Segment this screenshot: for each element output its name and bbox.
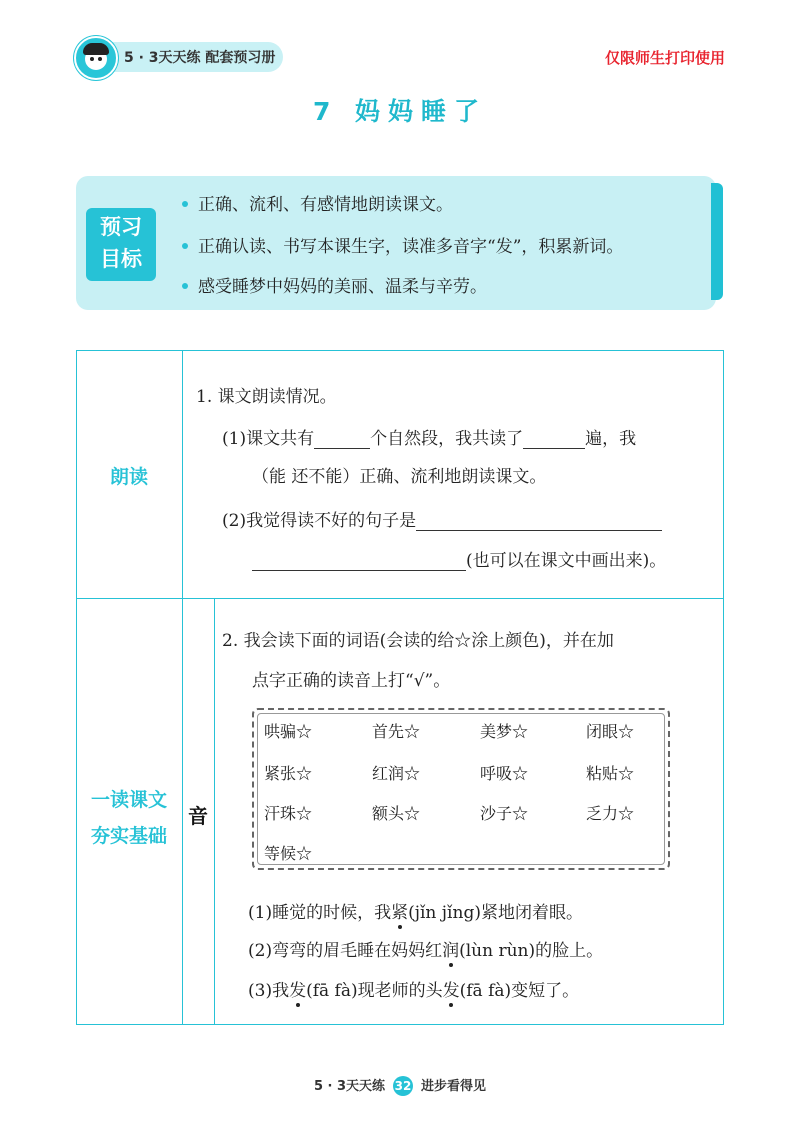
mascot-avatar-icon (74, 36, 118, 80)
goal-item: 正确认读、书写本课生字，读准多音字“发”，积累新词。 (182, 232, 623, 257)
goals-label (86, 208, 156, 281)
q1-part2-line: (2)我觉得读不好的句子是 (222, 506, 662, 531)
footer-slogan: 进步看得见 (421, 1079, 487, 1094)
q1-part2-line2: (也可以在课文中画出来)。 (252, 546, 666, 571)
pinyin-sentence-1: (1)睡觉的时候，我紧(jǐn jǐng)紧地闭着眼。 (248, 903, 583, 923)
q1-part1-line: (1)课文共有 个自然段，我共读了 遍，我 (222, 429, 637, 449)
goals-label-line2: 目标 (100, 247, 142, 271)
bullet-icon (182, 283, 188, 289)
word-item[interactable]: 粘贴☆ (586, 764, 635, 783)
goals-label-line1: 预习 (100, 215, 142, 239)
hard-sentence-blank-2[interactable] (252, 552, 466, 571)
q1-heading: 1. 课文朗读情况。 (196, 387, 337, 407)
q2-heading-line1: 2. 我会读下面的词语(会读的给☆涂上颜色)，并在加 (222, 631, 614, 651)
word-item[interactable]: 沙子☆ (480, 804, 529, 823)
footer-series: 5 · 3天天练 (313, 1079, 386, 1094)
word-item[interactable]: 等候☆ (264, 844, 313, 863)
goals-accent-bar (711, 183, 723, 300)
bullet-icon (182, 201, 188, 207)
word-item[interactable]: 红润☆ (372, 764, 421, 783)
word-item[interactable]: 乏力☆ (586, 804, 635, 823)
word-item[interactable]: 呼吸☆ (480, 764, 529, 783)
goal-item: 正确、流利、有感情地朗读课文。 (182, 190, 453, 215)
read-count-blank[interactable] (523, 430, 585, 449)
word-item[interactable]: 哄骗☆ (264, 722, 313, 741)
word-item[interactable]: 汗珠☆ (264, 804, 313, 823)
hard-sentence-blank[interactable] (416, 512, 662, 531)
word-item[interactable]: 紧张☆ (264, 764, 313, 783)
word-item[interactable]: 美梦☆ (480, 722, 529, 741)
q1-part1-line2: （能 还不能）正确、流利地朗读课文。 (252, 467, 547, 487)
page-number: 32 (393, 1076, 413, 1096)
pinyin-sentence-3: (3)我发(fā fà)现老师的头发(fā fà)变短了。 (248, 981, 580, 1001)
page-footer (0, 1075, 800, 1096)
word-item[interactable]: 闭眼☆ (586, 722, 635, 741)
table-divider (76, 598, 724, 599)
word-item[interactable]: 额头☆ (372, 804, 421, 823)
goal-item: 感受睡梦中妈妈的美丽、温柔与辛劳。 (182, 272, 487, 297)
basics-section-label: 一读课文 夯实基础 (90, 789, 167, 847)
pinyin-sentence-2: (2)弯弯的眉毛睡在妈妈红润(lùn rùn)的脸上。 (248, 941, 604, 961)
word-item[interactable]: 首先☆ (372, 722, 421, 741)
table-divider (182, 350, 183, 1025)
bullet-icon (182, 243, 188, 249)
sound-sublabel: 音 (188, 804, 208, 828)
reading-section-label: 朗读 (109, 466, 148, 488)
series-tag-text: 5 · 3天天练 配套预习册 (124, 50, 276, 66)
lesson-title: 7 妈妈睡了 (312, 97, 488, 126)
table-divider (214, 598, 215, 1025)
paragraph-count-blank[interactable] (314, 430, 370, 449)
print-use-note: 仅限师生打印使用 (604, 49, 725, 67)
q2-heading-line2: 点字正确的读音上打“√”。 (252, 671, 451, 691)
